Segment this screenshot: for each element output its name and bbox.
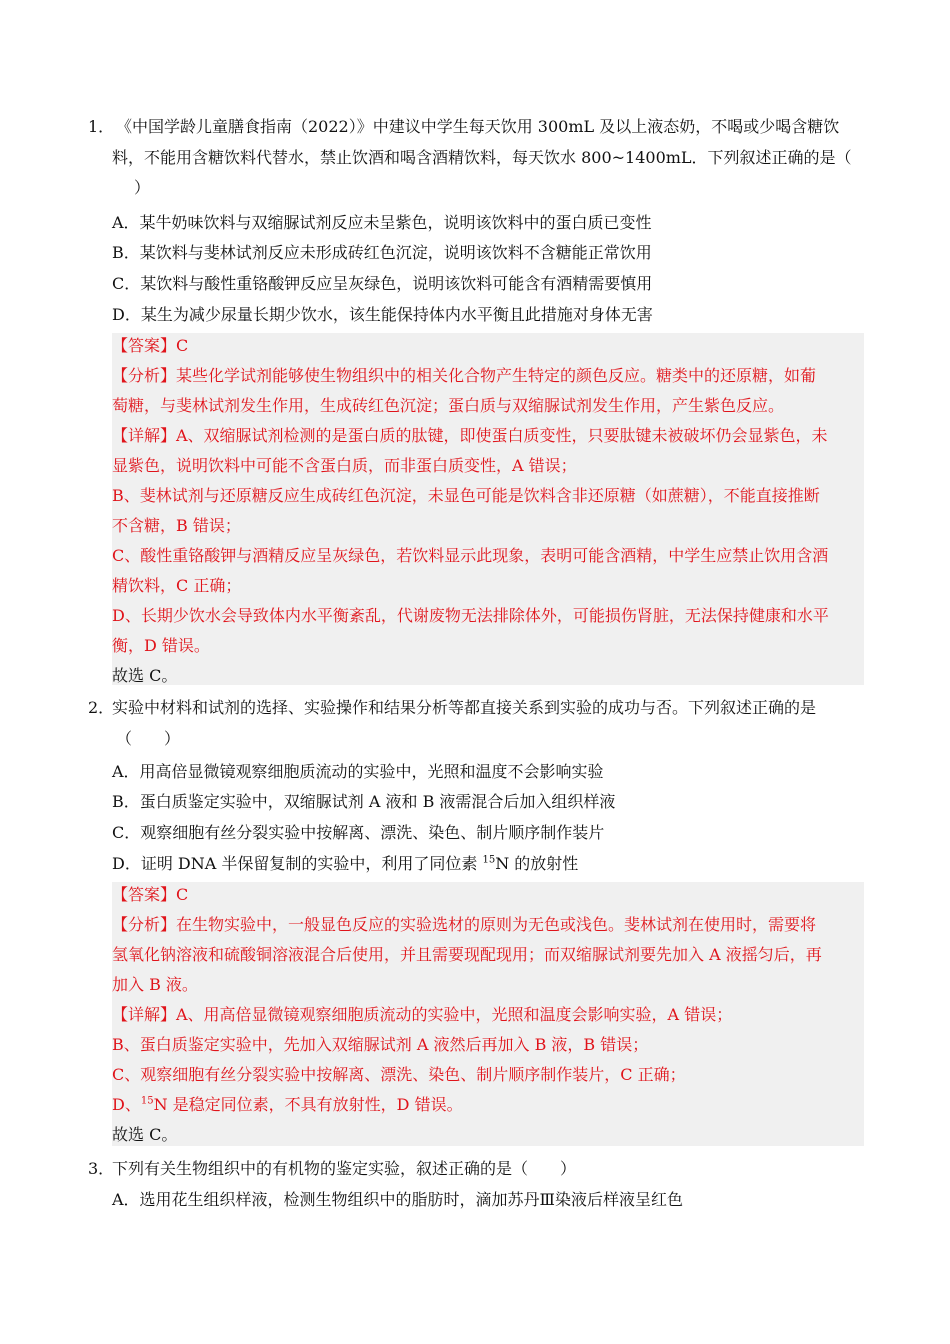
question-2-choose: 故选 C。 bbox=[112, 1125, 178, 1144]
question-1-option-c: C．某饮料与酸性重铬酸钾反应呈灰绿色，说明该饮料可能含有酒精需要慎用 bbox=[112, 274, 653, 293]
question-1-stem-line-3: ） bbox=[134, 178, 151, 197]
question-1-detail-line-4: 不含糖，B 错误； bbox=[112, 516, 241, 535]
question-2-number: 2． bbox=[88, 698, 115, 717]
question-3-option-a: A．选用花生组织样液，检测生物组织中的脂肪时，滴加苏丹Ⅲ染液后样液呈红色 bbox=[112, 1190, 683, 1209]
question-2-stem-line-1: 实验中材料和试剂的选择、实验操作和结果分析等都直接关系到实验的成功与否。下列叙述正确的是 bbox=[112, 698, 817, 717]
question-2-answer-block bbox=[112, 882, 864, 1146]
question-1-answer-block bbox=[112, 333, 864, 685]
question-1-detail-line-2: 显紫色，说明饮料中可能不含蛋白质，而非蛋白质变性，A 错误； bbox=[112, 456, 577, 475]
question-2-analysis-line-3: 加入 B 液。 bbox=[112, 975, 198, 994]
question-1-detail-line-6: 精饮料，C 正确； bbox=[112, 576, 242, 595]
question-1-stem-line-2: 料，不能用含糖饮料代替水，禁止饮酒和喝含酒精饮料，每天饮水 800~1400mL．下列叙述正确的是（ bbox=[112, 148, 852, 167]
question-2-option-b: B．蛋白质鉴定实验中，双缩脲试剂 A 液和 B 液需混合后加入组织样液 bbox=[112, 792, 616, 811]
question-2-detail-line-4: D、$^{15}$N 是稳定同位素，不具有放射性，D 错误。 bbox=[112, 1095, 463, 1114]
question-1-answer: 【答案】C bbox=[112, 336, 189, 355]
question-1-option-d: D．某生为减少尿量长期少饮水，该生能保持体内水平衡且此措施对身体无害 bbox=[112, 305, 653, 324]
question-2-analysis-line-2: 氢氧化钠溶液和硫酸铜溶液混合后使用，并且需要现配现用；而双缩脲试剂要先加入 A 液摇匀后，再 bbox=[112, 945, 822, 964]
question-2-analysis-line-1: 【分析】在生物实验中，一般显色反应的实验选材的原则为无色或浅色。斐林试剂在使用时，需要将 bbox=[112, 915, 817, 934]
question-3-number: 3． bbox=[88, 1159, 115, 1178]
question-1-option-a: A．某牛奶味饮料与双缩脲试剂反应未呈紫色，说明该饮料中的蛋白质已变性 bbox=[112, 213, 652, 232]
question-2-option-d: D．证明 DNA 半保留复制的实验中，利用了同位素 $^{15}$N 的放射性 bbox=[112, 854, 579, 873]
question-1-choose: 故选 C。 bbox=[112, 666, 178, 685]
question-1-analysis-line-1: 【分析】某些化学试剂能够使生物组织中的相关化合物产生特定的颜色反应。糖类中的还原糖，如葡 bbox=[112, 366, 817, 385]
question-1-detail-line-7: D、长期少饮水会导致体内水平衡紊乱，代谢废物无法排除体外，可能损伤肾脏，无法保持健康和水平 bbox=[112, 606, 829, 625]
question-2-stem-line-2: （ ） bbox=[116, 729, 181, 748]
question-2-answer: 【答案】C bbox=[112, 885, 189, 904]
question-2-detail-line-2: B、蛋白质鉴定实验中，先加入双缩脲试剂 A 液然后再加入 B 液，B 错误； bbox=[112, 1035, 649, 1054]
question-2-option-c: C．观察细胞有丝分裂实验中按解离、漂洗、染色、制片顺序制作装片 bbox=[112, 823, 605, 842]
question-1-number: 1． bbox=[88, 117, 115, 136]
question-1-detail-line-3: B、斐林试剂与还原糖反应生成砖红色沉淀，未显色可能是饮料含非还原糖（如蔗糖），不能直接推断 bbox=[112, 486, 820, 505]
question-1-detail-line-8: 衡，D 错误。 bbox=[112, 636, 210, 655]
question-2-detail-line-3: C、观察细胞有丝分裂实验中按解离、漂洗、染色、制片顺序制作装片，C 正确； bbox=[112, 1065, 686, 1084]
question-1-option-b: B．某饮料与斐林试剂反应未形成砖红色沉淀，说明该饮料不含糖能正常饮用 bbox=[112, 243, 652, 262]
question-2-detail-line-1: 【详解】A、用高倍显微镜观察细胞质流动的实验中，光照和温度会影响实验，A 错误； bbox=[112, 1005, 733, 1024]
question-1-detail-line-5: C、酸性重铬酸钾与酒精反应呈灰绿色，若饮料显示此现象，表明可能含酒精，中学生应禁止饮用含酒 bbox=[112, 546, 829, 565]
question-2-option-a: A．用高倍显微镜观察细胞质流动的实验中，光照和温度不会影响实验 bbox=[112, 762, 604, 781]
question-1-detail-line-1: 【详解】A、双缩脲试剂检测的是蛋白质的肽键，即使蛋白质变性，只要肽键未被破坏仍会显紫色，未 bbox=[112, 426, 828, 445]
question-3-stem: 下列有关生物组织中的有机物的鉴定实验，叙述正确的是（ ） bbox=[112, 1159, 577, 1178]
question-1-stem-line-1: 《中国学龄儿童膳食指南（2022）》中建议中学生每天饮用 300mL 及以上液态奶，不喝或少喝含糖饮 bbox=[116, 117, 840, 136]
question-1-analysis-line-2: 萄糖，与斐林试剂发生作用，生成砖红色沉淀；蛋白质与双缩脲试剂发生作用，产生紫色反应。 bbox=[112, 396, 785, 415]
